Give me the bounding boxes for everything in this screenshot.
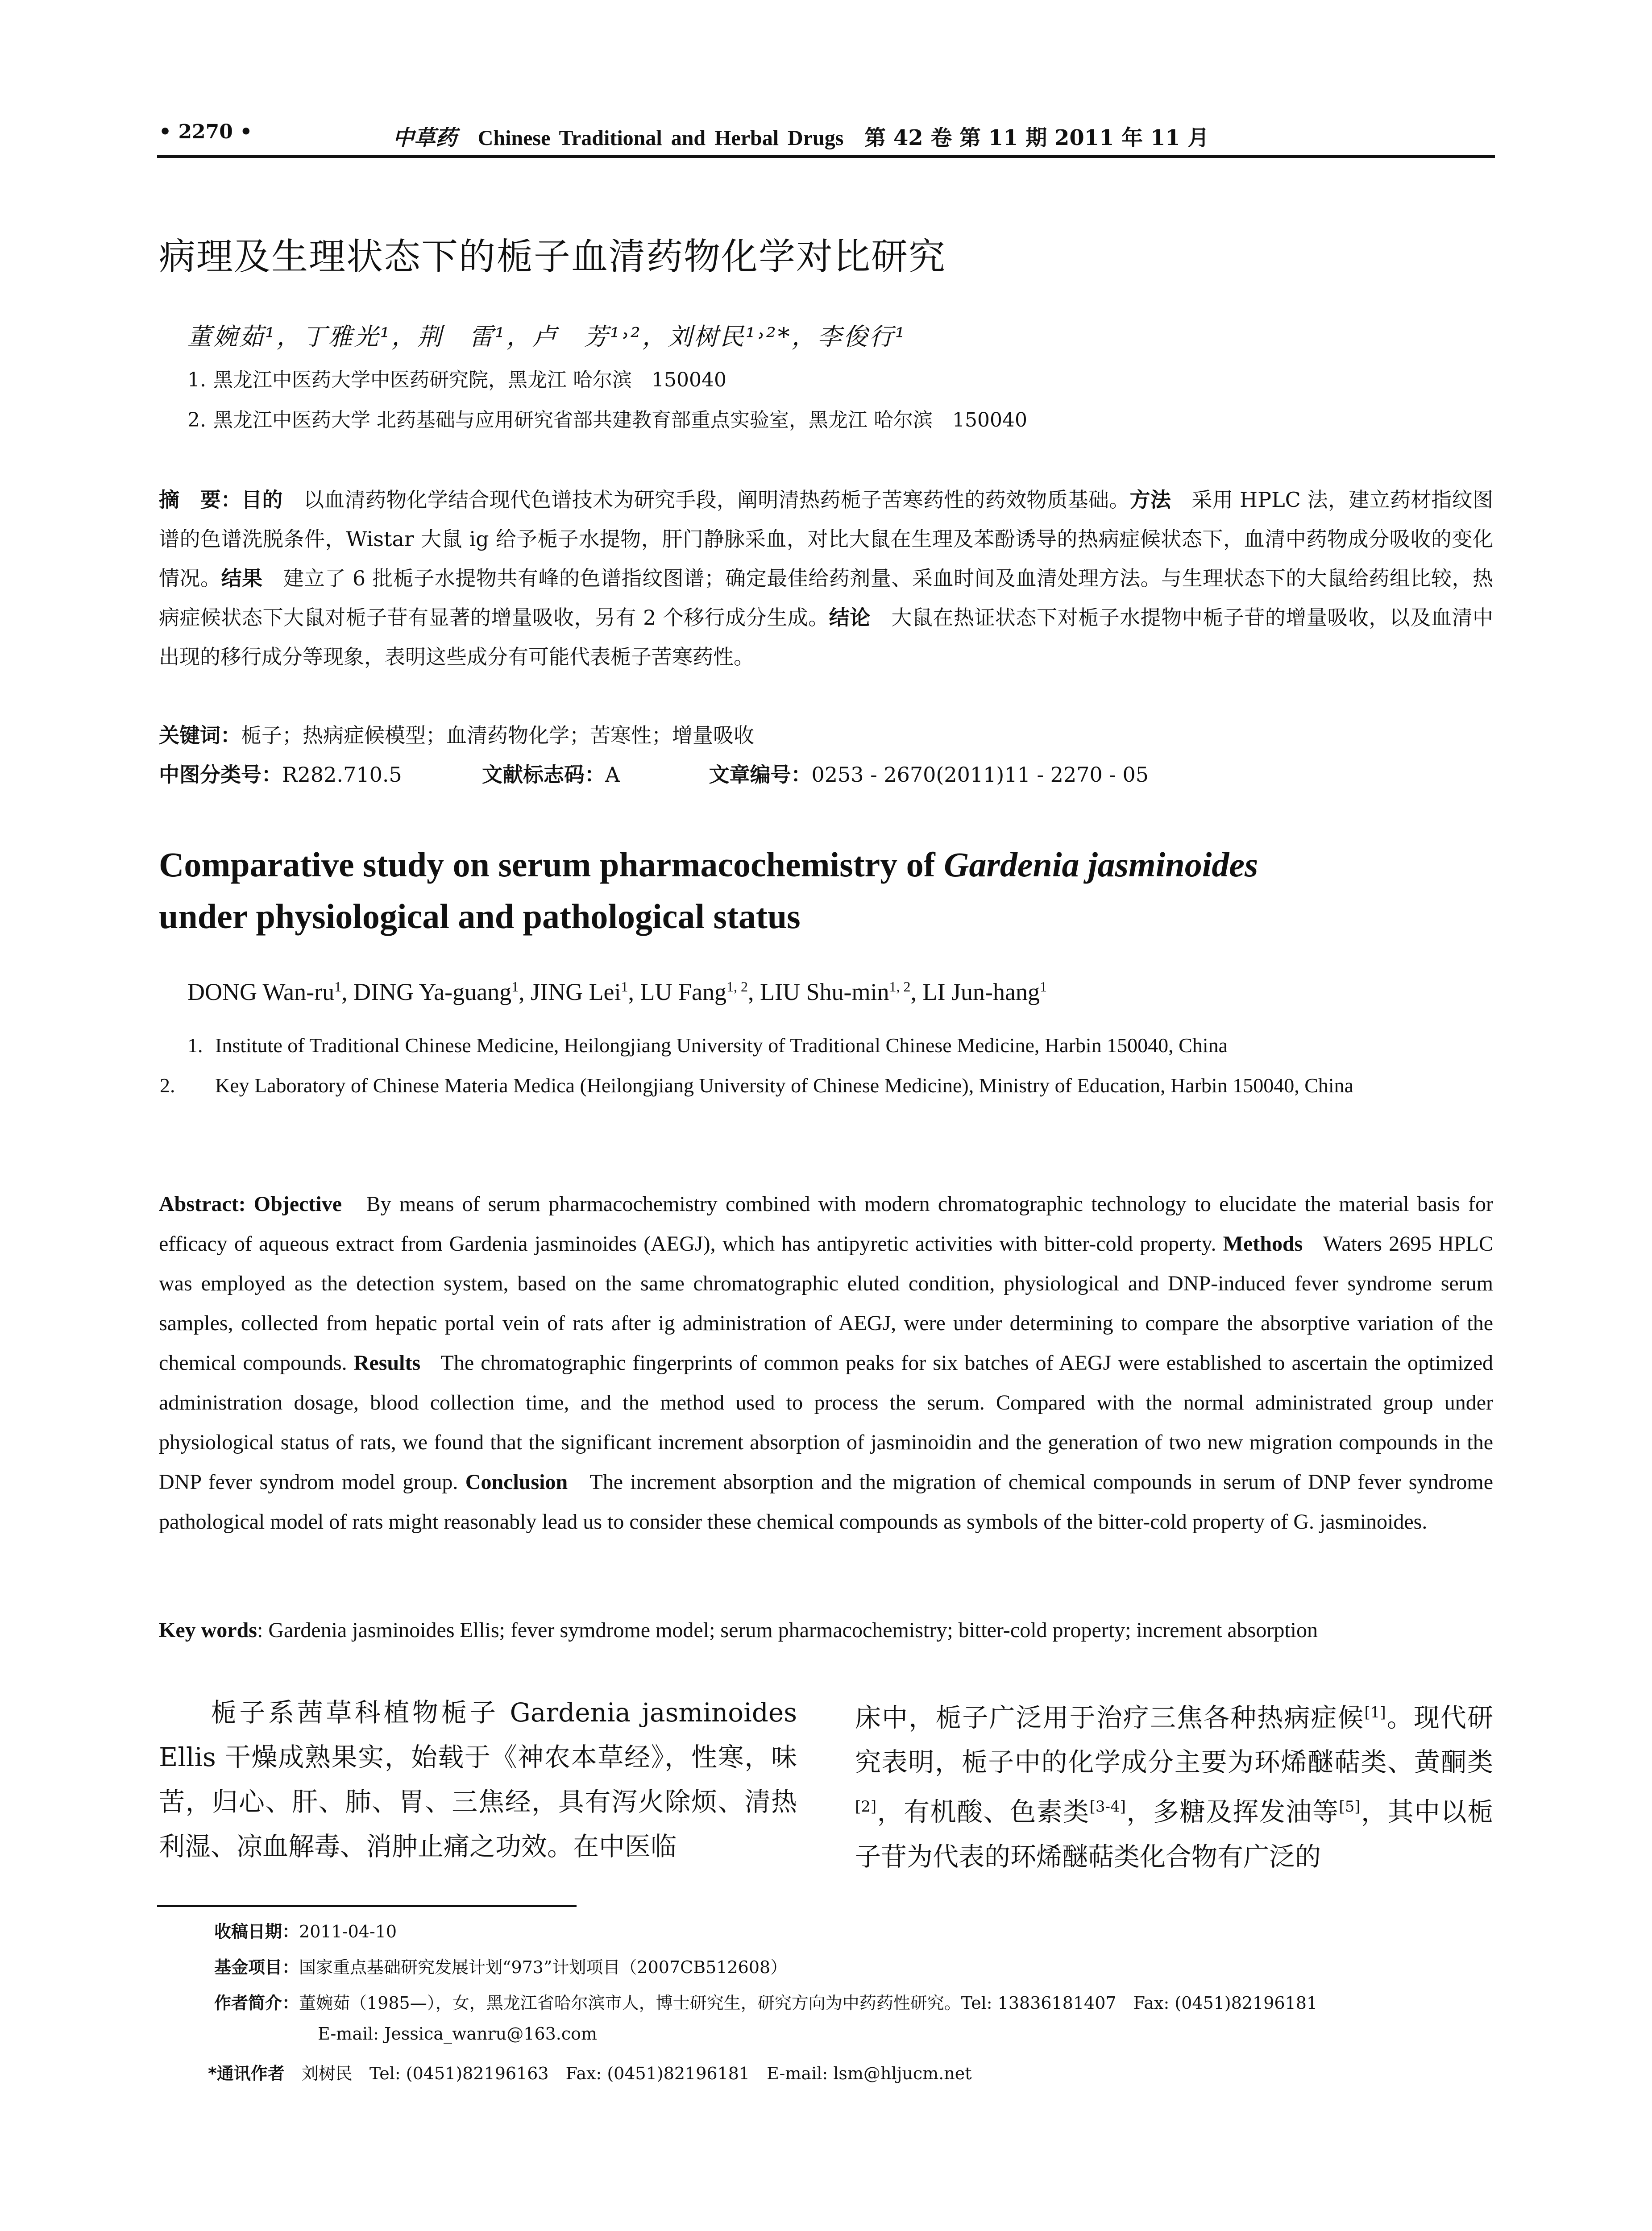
affiliation-cn-1 — [187, 364, 726, 392]
author-sup: 1 — [334, 979, 342, 995]
authors-en: DONG Wan-$ru^1$, DING Ya-guang$^1$, JING Lei$^1$, LU Fang$^{1, 2}$, LIU Shu-$\min^{1, 2}$, LI Jun-hang$^1$ — [187, 979, 1047, 1005]
body-column-left: 栀子系茜草科植物栀子 Gardenia jasminoides Ellis 干燥成熟果实，始载于《神农本草经》，性寒，味苦，归心、肝、肺、胃、三焦经，具有泻火除烦、清热利湿、凉血解毒、消肿止痛之功效。在中医临 — [159, 1697, 797, 1862]
footnote-bio — [214, 1989, 1317, 2014]
keywords-cn-label: 关键词： — [159, 723, 241, 747]
author-en: DING Ya-guang — [353, 979, 512, 1005]
footnote-corresponding — [208, 2060, 971, 2084]
keywords-en-text: : Gardenia jasminoides Ellis; fever symdrome model; serum pharmacochemistry; bitter-cold property; increment absorption — [257, 1618, 1318, 1642]
keywords-en-label: Key words — [159, 1618, 257, 1642]
objective-label-cn: 目的 — [241, 488, 283, 512]
conclusion-label-en: Conclusion — [465, 1470, 568, 1494]
results-label-cn: 结果 — [221, 566, 263, 590]
body-column-right — [855, 1690, 1493, 1879]
keywords-cn-text: 栀子；热病症候模型；血清药物化学；苦寒性；增量吸收 — [241, 723, 754, 747]
title-en-species: Gardenia jasminoides — [944, 845, 1258, 884]
methods-label-cn: 方法 — [1129, 488, 1171, 512]
results-label-en: Results — [353, 1351, 421, 1375]
fund-label: 基金项目： — [214, 1957, 299, 1977]
affiliation-en-text: Key Laboratory of Chinese Materia Medica (Heilongjiang University of Chinese Medicine), Ministry of Education, Harbin 150040, China — [215, 1074, 1354, 1097]
author-en: DONG Wan-ru — [187, 979, 335, 1005]
bio-value: 董婉茹（1985—），女，黑龙江省哈尔滨市人，博士研究生，研究方向为中药药性研究。Tel: 13836181407 Fax: (0451)82196181 — [299, 1993, 1318, 2013]
clc-label: 中图分类号： — [159, 763, 282, 787]
journal-name-en: Chinese Traditional and Herbal Drugs — [477, 126, 844, 150]
objective-label-en: Objective — [253, 1192, 342, 1216]
citation: [2] — [855, 1798, 877, 1816]
authors-cn: 董婉茹¹，丁雅光¹，荆 雷¹，卢 芳¹˒²，刘树民¹˒²*，李俊行¹ — [187, 323, 907, 351]
methods-label-en: Methods — [1223, 1232, 1303, 1256]
citation: [1] — [1364, 1704, 1386, 1721]
objective-text-en: By means of serum pharmacochemistry combined with modern chromatographic technology to elucidate the material basis for efficacy of aqueous extract from Gardenia jasminoides (AEGJ), which has antipyretic activities with bitter-cold property. — [159, 1192, 1493, 1256]
author-en: LI Jun-hang — [922, 979, 1040, 1005]
keywords-en — [159, 1618, 1493, 1642]
article-number-label: 文章编号： — [709, 763, 812, 787]
footnote-bio-email: E-mail: Jessica_wanru@163.com — [318, 2024, 598, 2044]
affiliation-cn-number: 2. — [187, 409, 206, 431]
conclusion-text-cn: 大鼠在热证状态下对栀子水提物中栀子苷的增量吸收，以及血清中出现的移行成分等现象，表明这些成分有可能代表栀子苦寒药性。 — [159, 605, 1494, 669]
received-value: 2011-04-10 — [299, 1922, 397, 1941]
body-text: ，其中以栀子苷为代表的环烯醚萜类化合物有广泛的 — [855, 1796, 1493, 1872]
author-en: JING Lei — [531, 979, 621, 1005]
author-sup: 1 — [511, 979, 519, 995]
body-text: 。现代研究表明，栀子中的化学成分主要为环烯醚萜类、黄酮类 — [855, 1702, 1493, 1778]
header-rule — [157, 155, 1495, 158]
body-text: ，有机酸、色素类 — [876, 1796, 1090, 1827]
affiliation-cn-2 — [187, 404, 1027, 432]
body-text: ，多糖及挥发油等 — [1125, 1796, 1339, 1827]
affiliation-cn-number: 1. — [187, 369, 206, 391]
methods-text-cn: 采用 HPLC 法，建立药材指纹图谱的色谱洗脱条件，Wistar 大鼠 ig 给予栀子水提物，肝门静脉采血，对比大鼠在生理及苯酚诱导的热病症候状态下，血清中药物成分吸收的变化情况。 — [159, 488, 1494, 590]
footnote-received — [214, 1918, 397, 1942]
keywords-cn — [159, 719, 754, 749]
bio-label: 作者简介： — [214, 1993, 299, 2013]
affiliation-en-text: Institute of Traditional Chinese Medicine, Heilongjiang University of Traditional Chinese Medicine, Harbin 150040, China — [215, 1034, 1228, 1057]
doc-code-label: 文献标志码： — [482, 763, 605, 787]
results-text-cn: 建立了 6 批栀子水提物共有峰的色谱指纹图谱；确定最佳给药剂量、采血时间及血清处理方法。与生理状态下的大鼠给药组比较，热病症候状态下大鼠对栀子苷有显著的增量吸收，另有 2 个移行成分生成。 — [159, 566, 1494, 630]
author-en: LU Fang — [640, 979, 727, 1005]
footnote-fund — [214, 1953, 787, 1978]
title-en-part-2: under physiological and pathological status — [159, 897, 801, 936]
corresponding-label: *通讯作者 — [208, 2064, 285, 2083]
author-sup: 1, 2 — [889, 979, 911, 995]
abstract-en — [159, 1184, 1493, 1542]
author-sup: 1 — [621, 979, 628, 995]
article-number-value: 0253 - 2670(2011)11 - 2270 - 05 — [811, 763, 1149, 787]
author-sup: 1, 2 — [726, 979, 748, 995]
journal-issue: 第 42 卷 第 11 期 2011 年 11 月 — [864, 125, 1209, 150]
corresponding-value: 刘树民 Tel: (0451)82196163 Fax: (0451)82196181 E-mail: lsm@hljucm.net — [301, 2064, 972, 2083]
classification-line — [159, 759, 1149, 788]
abstract-cn — [159, 480, 1493, 676]
title-en — [159, 839, 1498, 942]
affiliation-cn-text: 黑龙江中医药大学 北药基础与应用研究省部共建教育部重点实验室，黑龙江 哈尔滨 150040 — [213, 409, 1027, 431]
author-en: LIU Shu-min — [760, 979, 889, 1005]
citation: [5] — [1339, 1798, 1361, 1816]
journal-header — [393, 120, 1209, 151]
affiliation-en-number: 2. — [160, 1074, 175, 1097]
affiliation-en-1 — [187, 1025, 1495, 1066]
title-en-part-1: Comparative study on serum pharmacochemistry of — [159, 845, 944, 884]
affiliation-en-2 — [160, 1066, 1495, 1106]
page-number: • 2270 • — [159, 120, 253, 143]
footnote-rule — [157, 1905, 577, 1907]
affiliation-en-number: 1. — [187, 1034, 203, 1057]
journal-name-cn: 中草药 — [393, 125, 457, 150]
results-text-en: The chromatographic fingerprints of common peaks for six batches of AEGJ were established to ascertain the optimized administration dosage, blood collection time, and the method used to process the serum. Compared with the normal administrated group under physiological status of rats, we found that the significant increment absorption of jasminoidin and the generation of two new migration compounds in the DNP fever syndrom model group. — [159, 1351, 1494, 1494]
methods-text-en: Waters 2695 HPLC was employed as the detection system, based on the same chromatographic eluted condition, physiological and DNP-induced fever syndrome serum samples, collected from hepatic portal vein of rats after ig administration of AEGJ, were under determining to compare the absorptive variation of the chemical compounds. — [159, 1232, 1494, 1375]
body-text: 床中，栀子广泛用于治疗三焦各种热病症候 — [855, 1702, 1365, 1733]
citation: [3-4] — [1089, 1798, 1126, 1816]
title-cn: 病理及生理状态下的栀子血清药物化学对比研究 — [159, 236, 946, 278]
abstract-cn-label: 摘 要： — [159, 488, 242, 512]
author-sup: 1 — [1039, 979, 1047, 995]
abstract-en-label: Abstract: — [159, 1192, 254, 1216]
objective-text-cn: 以血清药物化学结合现代色谱技术为研究手段，阐明清热药栀子苦寒药性的药效物质基础。 — [303, 488, 1130, 512]
doc-code-value: A — [605, 763, 620, 787]
affiliation-cn-text: 黑龙江中医药大学中医药研究院，黑龙江 哈尔滨 150040 — [213, 369, 726, 391]
conclusion-label-cn: 结论 — [829, 605, 871, 630]
conclusion-text-en: The increment absorption and the migration of chemical compounds in serum of DNP fever syndrome pathological model of rats might reasonably lead us to consider these chemical compounds as symbols of the bitter-cold property of G. jasminoides. — [159, 1470, 1494, 1534]
received-label: 收稿日期： — [214, 1922, 299, 1941]
fund-value: 国家重点基础研究发展计划“973”计划项目（2007CB512608） — [299, 1957, 788, 1977]
clc-value: R282.710.5 — [282, 763, 402, 787]
